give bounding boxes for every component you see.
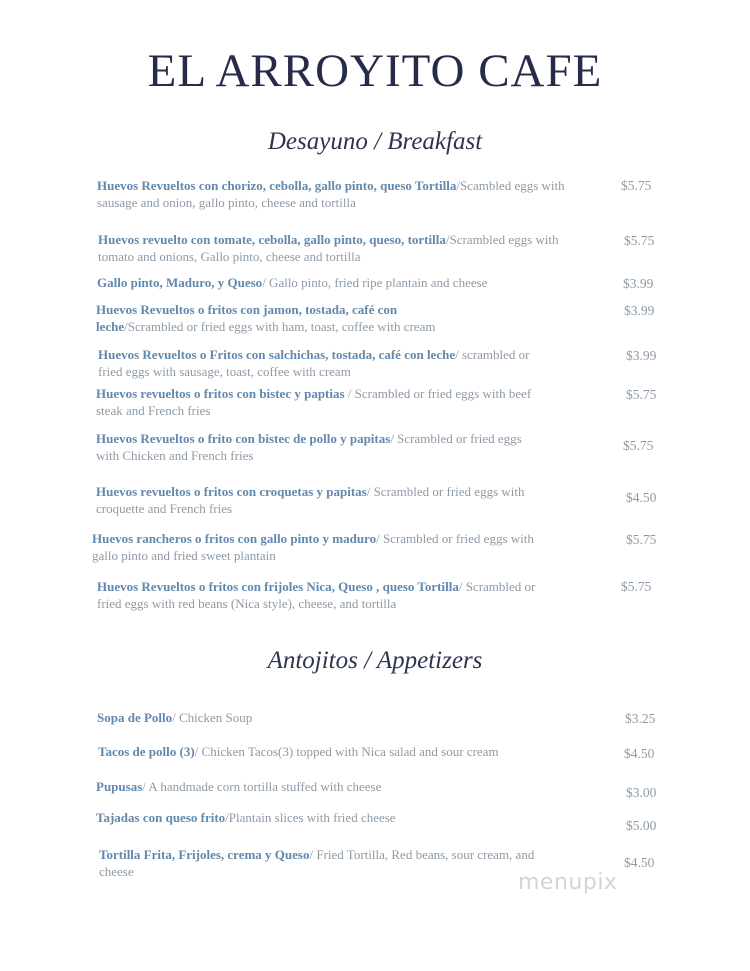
item-name: Huevos rancheros o fritos con gallo pinto y maduro <box>92 531 377 546</box>
item-name: Tajadas con queso frito <box>96 810 226 825</box>
item-name: Huevos Revueltos o Fritos con salchichas, tostada, café con leche <box>98 347 456 362</box>
item-desc: / Scrambled or fried eggs with beef steak and French fries <box>96 386 532 418</box>
menu-item <box>96 301 476 335</box>
menu-item <box>98 231 588 265</box>
menu-item <box>97 177 587 211</box>
item-name: Tortilla Frita, Frijoles, crema y Queso <box>99 847 310 862</box>
item-price: $4.50 <box>624 855 655 870</box>
item-desc: /Scambled eggs with sausage and onion, gallo pinto, cheese and tortilla <box>97 178 565 210</box>
restaurant-title: EL ARROYITO CAFE <box>147 45 603 97</box>
menu-item <box>97 578 547 612</box>
item-desc: / Scrambled or fried eggs with gallo pinto and fried sweet plantain <box>92 531 534 563</box>
item-name: Huevos revuelto con tomate, cebolla, gallo pinto, queso, tortilla <box>98 232 446 247</box>
menu-item <box>96 809 586 826</box>
item-name: Pupusas <box>96 779 143 794</box>
item-price: $5.75 <box>626 387 657 402</box>
item-desc: / Chicken Soup <box>172 710 253 725</box>
item-price: $5.75 <box>621 579 652 594</box>
item-price: $4.50 <box>626 490 657 505</box>
item-price: $5.75 <box>626 532 657 547</box>
item-name: Tacos de pollo (3) <box>98 744 195 759</box>
item-name: Huevos revueltos o fritos con bistec y paptias <box>96 386 345 401</box>
item-price: $3.00 <box>626 785 657 800</box>
item-price: $3.25 <box>625 711 656 726</box>
menu-item <box>96 778 586 795</box>
item-name: Huevos Revueltos o fritos con frijoles Nica, Queso , queso Tortilla <box>97 579 459 594</box>
menu-item <box>97 709 587 726</box>
item-desc: /Scrambled eggs with tomato and onions, Gallo pinto, cheese and tortilla <box>98 232 559 264</box>
item-desc: / Chicken Tacos(3) topped with Nica salad and sour cream <box>194 744 499 759</box>
item-price: $5.75 <box>623 438 654 453</box>
item-desc: / Fried Tortilla, Red beans, sour cream, and cheese <box>99 847 535 879</box>
item-name: Gallo pinto, Maduro, y Queso <box>97 275 263 290</box>
menu-item <box>97 274 587 291</box>
item-desc: / Scrambled or fried eggs with Chicken and French fries <box>96 431 522 463</box>
item-desc: / A handmade corn tortilla stuffed with cheese <box>142 779 382 794</box>
menu-item <box>92 530 552 564</box>
item-name: Huevos Revueltos con chorizo, cebolla, gallo pinto, queso Tortilla <box>97 178 457 193</box>
item-price: $5.75 <box>621 178 652 193</box>
menu-item <box>96 430 546 464</box>
item-price: $5.00 <box>626 818 657 833</box>
menu-item <box>96 483 546 517</box>
item-name: Sopa de Pollo <box>97 710 173 725</box>
item-name: Huevos Revueltos o frito con bistec de pollo y papitas <box>96 431 391 446</box>
item-name: Huevos revueltos o fritos con croquetas y papitas <box>96 484 367 499</box>
breakfast-heading: Desayuno / Breakfast <box>267 128 483 155</box>
item-desc: / Scrambled or fried eggs with red beans (Nica style), cheese, and tortilla <box>97 579 536 611</box>
item-price: $4.50 <box>624 746 655 761</box>
menu-item <box>98 346 538 380</box>
item-desc: / scrambled or fried eggs with sausage, toast, coffee with cream <box>98 347 530 379</box>
appetizers-heading: Antojitos / Appetizers <box>267 647 483 674</box>
item-price: $3.99 <box>626 348 657 363</box>
item-price: $3.99 <box>624 303 655 318</box>
item-price: $3.99 <box>623 276 654 291</box>
menu-item <box>99 846 549 880</box>
menu-item <box>98 743 598 760</box>
item-price: $5.75 <box>624 233 655 248</box>
item-desc: /Plantain slices with fried cheese <box>225 810 396 825</box>
item-desc: / Gallo pinto, fried ripe plantain and cheese <box>262 275 488 290</box>
item-desc: /Scrambled or fried eggs with ham, toast, coffee with cream <box>124 319 436 334</box>
watermark: menupix <box>518 870 618 895</box>
item-desc: / Scrambled or fried eggs with croquette and French fries <box>96 484 525 516</box>
item-name: Huevos Revueltos o fritos con jamon, tostada, café con leche <box>96 302 398 334</box>
menu-item <box>96 385 556 419</box>
